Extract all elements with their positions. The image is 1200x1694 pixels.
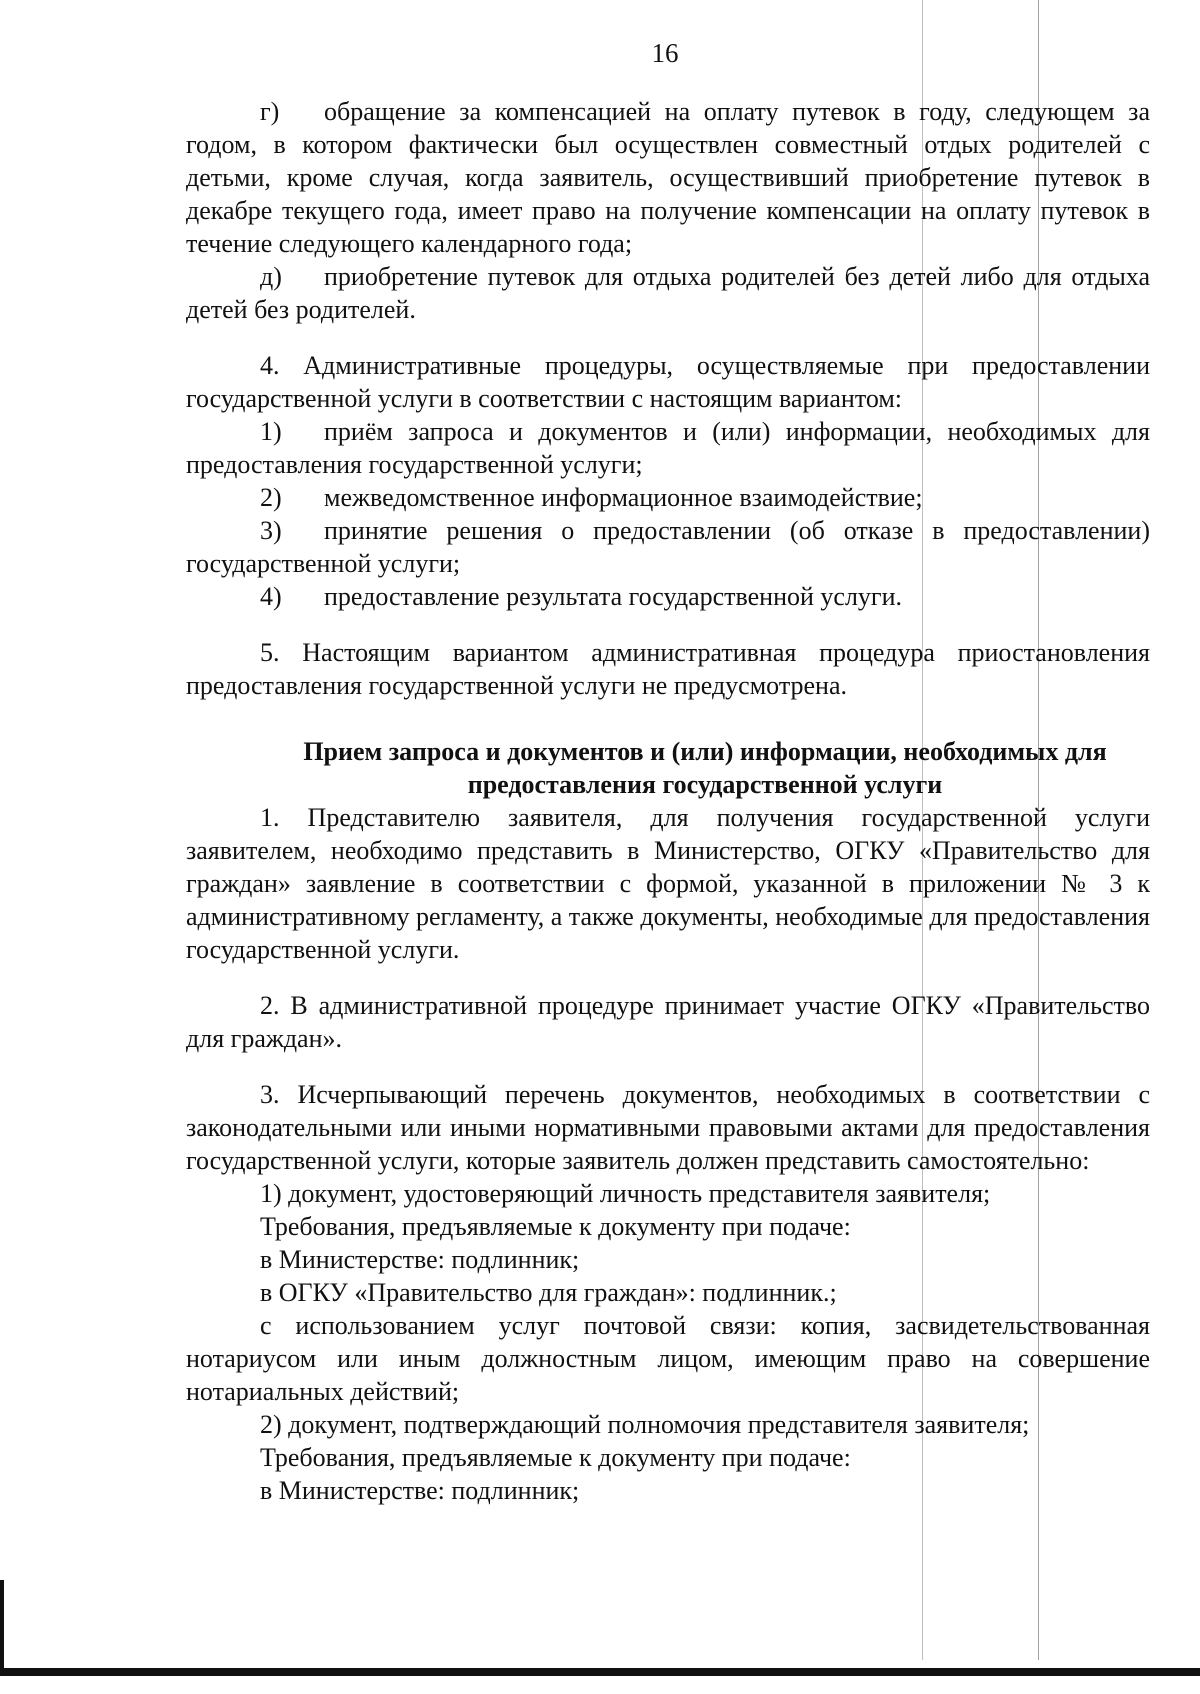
- section-paragraph-1: 1. Представителю заявителя, для получения государственной услуги заявителем, необходимо представить в Министерство, ОГКУ «Правительство для граждан» заявление в соответствии с формой, указанной в приложении № 3 к административному регламенту, а также документы, необходимые для предоставления государственной услуги.: [186, 803, 1150, 964]
- page-frame-left: [0, 1580, 4, 1676]
- requirements-line: в Министерстве: подлинник;: [260, 1476, 580, 1505]
- item-label: 4): [260, 582, 282, 611]
- section-paragraph-2: 2. В административной процедуре принимает участие ОГКУ «Правительство для граждан».: [186, 991, 1150, 1053]
- document-item: 1) документ, удостоверяющий личность представителя заявителя;: [260, 1179, 991, 1208]
- paragraph-4: 4. Административные процедуры, осуществляемые при предоставлении государственной услуги в соответствии с настоящим вариантом:: [186, 351, 1150, 413]
- section-paragraph-3: 3. Исчерпывающий перечень документов, необходимых в соответствии с законодательными или иными нормативными правовыми актами для предоставления государственной услуги, которые заявитель должен представить самостоятельно:: [186, 1080, 1150, 1175]
- item-label: 1): [260, 417, 282, 446]
- list-item: [186, 415, 1150, 481]
- requirements-line: с использованием услуг почтовой связи: копия, засвидетельствованная нотариусом или иным должностным лицом, имеющим право на совершение нотариальных действий;: [186, 1311, 1150, 1406]
- list-item: [186, 481, 1150, 514]
- heading-line: Прием запроса и документов и (или) информации, необходимых для: [303, 737, 1107, 766]
- list-item-text: принятие решения о предоставлении (об отказе в предоставлении) государственной услуги;: [186, 516, 1150, 578]
- page-number: 16: [651, 38, 679, 68]
- paragraph-text: приобретение путевок для отдыха родителей без детей либо для отдыха детей без родителей.: [186, 262, 1150, 324]
- requirements-line: в ОГКУ «Правительство для граждан»: подлинник.;: [260, 1278, 837, 1307]
- list-item-text: приём запроса и документов и (или) информации, необходимых для предоставления государственной услуги;: [186, 417, 1150, 479]
- requirements-line: Требования, предъявляемые к документу при подаче:: [260, 1443, 851, 1472]
- list-item: [186, 580, 1150, 613]
- page-frame-bottom: [0, 1668, 1200, 1676]
- list-item-text: предоставление результата государственной услуги.: [324, 582, 903, 611]
- item-label: д): [260, 262, 282, 291]
- paragraph-text: обращение за компенсацией на оплату путевок в году, следующем за годом, в котором фактически был осуществлен совместный отдых родителей с детьми, кроме случая, когда заявитель, осуществивший приобретение путевок в декабре текущего года, имеет право на получение компенсации на оплату путевок в течение следующего календарного года;: [186, 97, 1150, 258]
- document-item: 2) документ, подтверждающий полномочия представителя заявителя;: [260, 1410, 1030, 1439]
- list-item-text: межведомственное информационное взаимодействие;: [324, 483, 923, 512]
- paragraph-5: 5. Настоящим вариантом административная процедура приостановления предоставления государственной услуги не предусмотрена.: [186, 638, 1150, 700]
- list-item: [186, 514, 1150, 580]
- requirements-line: в Министерстве: подлинник;: [260, 1245, 580, 1274]
- item-label: 2): [260, 483, 282, 512]
- heading-line: предоставления государственной услуги: [467, 770, 943, 799]
- requirements-line: Требования, предъявляемые к документу при подаче:: [260, 1212, 851, 1241]
- section-heading: [186, 735, 1150, 801]
- paragraph-d: [186, 260, 1150, 326]
- paragraph-g: [186, 95, 1150, 260]
- document-body: [186, 95, 1150, 1507]
- item-label: 3): [260, 516, 282, 545]
- item-label: г): [260, 97, 280, 126]
